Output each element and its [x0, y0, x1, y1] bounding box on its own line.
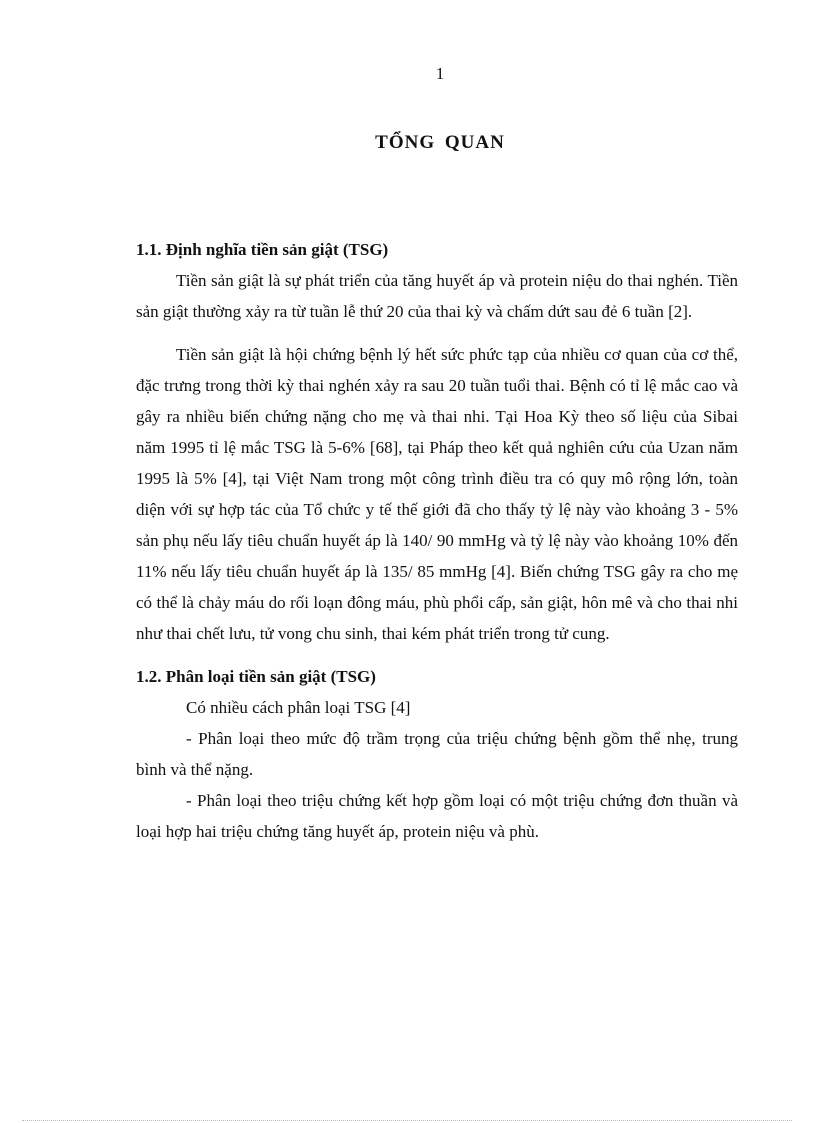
section-2-heading: 1.2. Phân loại tiền sản giật (TSG) [136, 667, 376, 686]
section-1-heading: 1.1. Định nghĩa tiền sản giật (TSG) [136, 240, 389, 259]
section-2-bullet-2: - Phân loại theo triệu chứng kết hợp gồm loại có một triệu chứng đơn thuần và loại hợp hai triệu chứng tăng huyết áp, protein niệu và phù. [136, 791, 738, 841]
section-1-paragraph-2: Tiền sản giật là hội chứng bệnh lý hết sức phức tạp của nhiều cơ quan của cơ thể, đặc trưng trong thời kỳ thai nghén xảy ra sau 20 tuần tuổi thai. Bệnh có tỉ lệ mắc cao và gây ra nhiều biến chứng nặng cho mẹ và thai nhi. Tại Hoa Kỳ theo số liệu của Sibai năm 1995 tỉ lệ mắc TSG là 5-6% [68], tại Pháp theo kết quả nghiên cứu của Uzan năm 1995 là 5% [4], tại Việt Nam trong một công trình điều tra có quy mô rộng lớn, toàn diện với sự hợp tác của Tổ chức y tế thế giới đã cho thấy tỷ lệ này vào khoảng 3 - 5% sản phụ nếu lấy tiêu chuẩn huyết áp là 140/ 90 mmHg và tỷ lệ này vào khoảng 10% đến 11% nếu lấy tiêu chuẩn huyết áp là 135/ 85 mmHg [4]. Biến chứng TSG gây ra cho mẹ có thể là chảy máu do rối loạn đông máu, phù phổi cấp, sản giật, hôn mê và cho thai nhi như thai chết lưu, tử vong chu sinh, thai kém phát triển trong tử cung. [136, 345, 738, 643]
section-2-bullet-1: - Phân loại theo mức độ trầm trọng của triệu chứng bệnh gồm thể nhẹ, trung bình và thể nặng. [136, 729, 738, 779]
page-number: 1 [435, 64, 445, 83]
document-title: TỔNG QUAN [375, 132, 505, 153]
document-body [136, 234, 738, 847]
page-bottom-divider [22, 1120, 792, 1121]
section-1-paragraph-1: Tiền sản giật là sự phát triển của tăng huyết áp và protein niệu do thai nghén. Tiền sản giật thường xảy ra từ tuần lễ thứ 20 của thai kỳ và chấm dứt sau đẻ 6 tuần [2]. [136, 271, 738, 321]
section-2-intro: Có nhiều cách phân loại TSG [4] [186, 698, 411, 717]
